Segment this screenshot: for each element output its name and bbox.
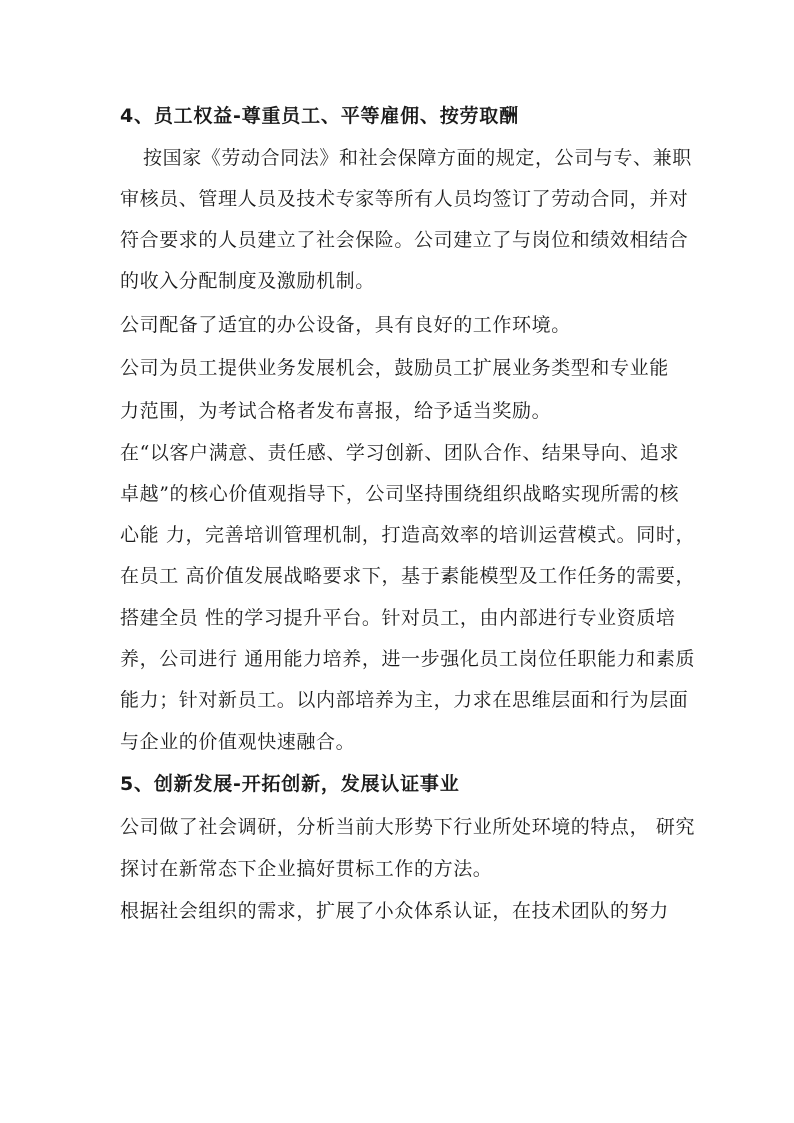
paragraph-line: 在员工 高价值发展战略要求下，基于素能模型及工作任务的需要， bbox=[120, 565, 696, 587]
section-4-heading: 4、员工权益-尊重员工、平等雇佣、按劳取酬 bbox=[120, 105, 519, 127]
paragraph-line: 在“以客户满意、责任感、学习创新、团队合作、结果导向、追求 bbox=[120, 442, 680, 464]
paragraph-line: 心能 力，完善培训管理机制，打造高效率的培训运营模式。同时， bbox=[120, 524, 696, 546]
paragraph-line: 的收入分配制度及激励机制。 bbox=[120, 270, 375, 292]
paragraph-line: 公司做了社会调研，分析当前大形势下行业所处环境的特点， 研究 bbox=[120, 816, 696, 838]
paragraph-line: 根据社会组织的需求，扩展了小众体系认证，在技术团队的努力 bbox=[120, 900, 669, 922]
section-5-heading: 5、创新发展-开拓创新，发展认证事业 bbox=[120, 773, 460, 795]
paragraph-line: 养，公司进行 通用能力培养，进一步强化员工岗位任职能力和素质 bbox=[120, 648, 696, 670]
paragraph-line: 公司配备了适宜的办公设备，具有良好的工作环境。 bbox=[120, 314, 571, 336]
paragraph-line: 按国家《劳动合同法》和社会保障方面的规定，公司与专、兼职 bbox=[143, 147, 692, 169]
paragraph-line: 探讨在新常态下企业搞好贯标工作的方法。 bbox=[120, 858, 493, 880]
paragraph-line: 力范围，为考试合格者发布喜报，给予适当奖励。 bbox=[120, 400, 552, 422]
paragraph-line: 搭建全员 性的学习提升平台。针对员工，由内部进行专业资质培 bbox=[120, 607, 676, 629]
paragraph-line: 审核员、管理人员及技术专家等所有人员均签订了劳动合同，并对 bbox=[120, 188, 689, 210]
paragraph-line: 卓越”的核心价值观指导下，公司坚持围绕组织战略实现所需的核 bbox=[120, 483, 680, 505]
paragraph-line: 能力；针对新员工。以内部培养为主，力求在思维层面和行为层面 bbox=[120, 689, 689, 711]
paragraph-line: 符合要求的人员建立了社会保险。公司建立了与岗位和绩效相结合 bbox=[120, 229, 689, 251]
paragraph-line: 与企业的价值观快速融合。 bbox=[120, 731, 356, 753]
paragraph-line: 公司为员工提供业务发展机会，鼓励员工扩展业务类型和专业能 bbox=[120, 357, 669, 379]
